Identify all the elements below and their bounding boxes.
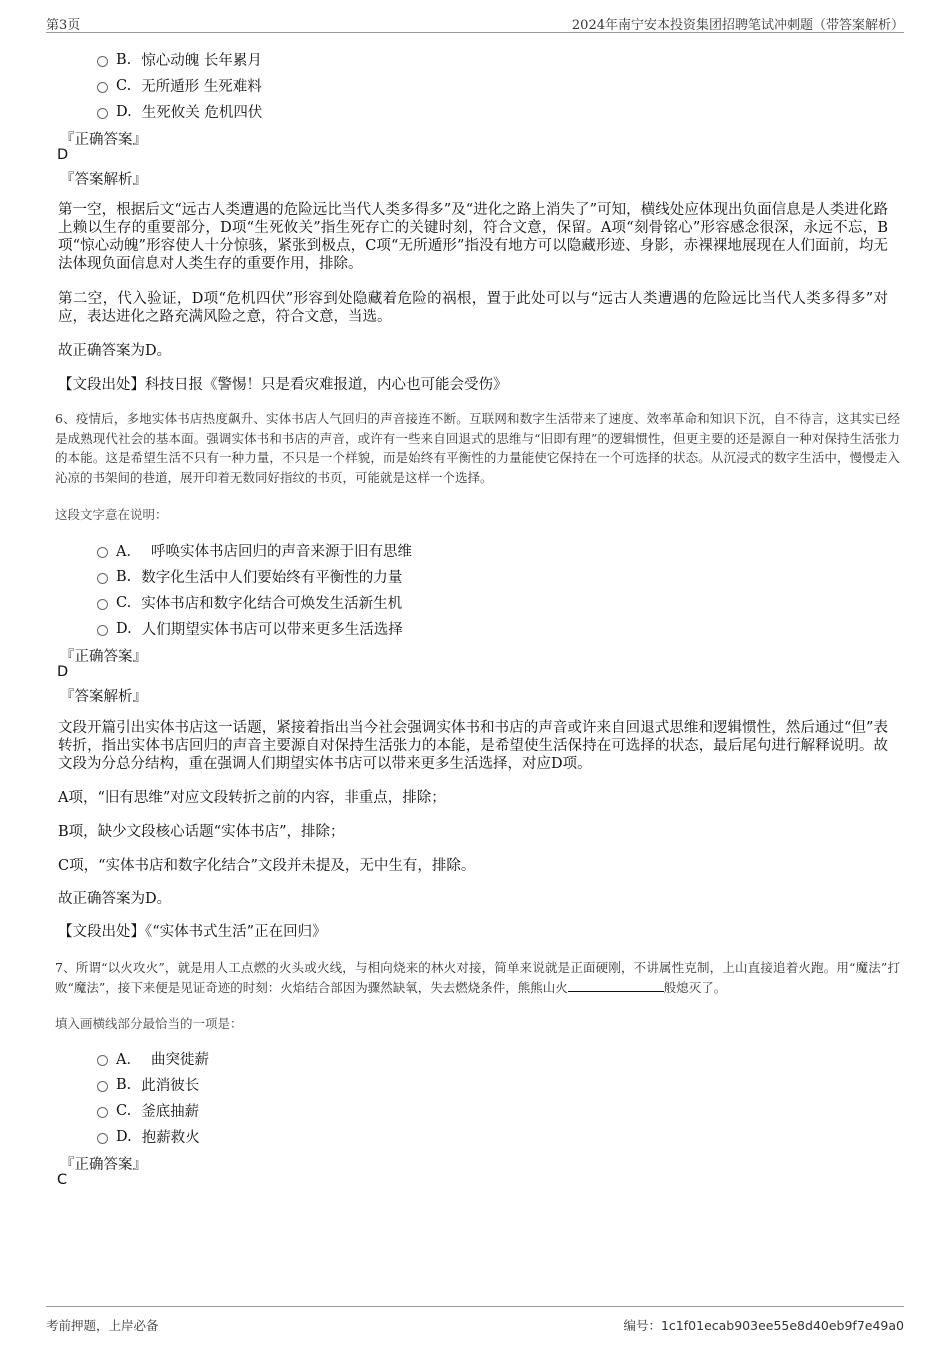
option-letter: B. [116, 568, 132, 585]
q5-answer: D [57, 147, 69, 163]
radio-icon[interactable] [97, 56, 108, 67]
option-text: 釜底抽薪 [141, 1104, 200, 1120]
document-title: 2024年南宁安本投资集团招聘笔试冲刺题（带答案解析） [571, 18, 904, 33]
q5-answer-label: 『正确答案』 [60, 132, 147, 148]
option-text: 呼唤实体书店回归的声音来源于旧有思维 [150, 544, 412, 560]
option-letter: C. [116, 1102, 132, 1119]
option-text: 曲突徙薪 [150, 1052, 209, 1068]
answer-blank [568, 979, 664, 992]
option-letter: A． [116, 1052, 141, 1068]
radio-icon[interactable] [97, 625, 108, 636]
q6-conclusion: 故正确答案为D。 [58, 891, 172, 907]
q5-conclusion: 故正确答案为D。 [58, 343, 172, 359]
radio-icon[interactable] [97, 573, 108, 584]
radio-icon[interactable] [97, 1055, 108, 1066]
option-letter: C. [116, 594, 132, 611]
q6-option-a[interactable] [97, 540, 412, 561]
q7-question-text: 7、所谓“以火攻火”，就是用人工点燃的火头或火线，与相向烧来的林火对接，简单来说就是正面硬刚，不讲属性克制，上山直接追着火跑。用“魔法”打败“魔法”，接下来便是见证奇迹的时刻：火焰结合部因为骤然缺氧，失去燃烧条件，熊熊山火 [55, 960, 900, 995]
q5-analysis-paragraph: 第一空，根据后文“远古人类遭遇的危险远比当代人类多得多”及“进化之路上消失了”可知，横线处应体现出负面信息是人类进化路上赖以生存的重要部分，D项“生死攸关”指生死存亡的关键时刻，符合文意，保留。A项“刻骨铭心”形容感念很深，永远不忘，B项“惊心动魄”形容使人十分惊骇，紧张到极点，C项“无所遁形”指没有地方可以隐藏形迹、身影，赤裸裸地展现在人们面前，均无法体现负面信息对人类生存的重要作用，排除。 [58, 202, 888, 272]
q6-analysis-label: 『答案解析』 [60, 689, 147, 705]
option-text: 人们期望实体书店可以带来更多生活选择 [141, 622, 403, 638]
option-letter: C. [116, 77, 132, 94]
q5-option-c[interactable] [97, 75, 262, 96]
q6-answer: D [57, 664, 69, 680]
document-code-label: 编号： [623, 1318, 661, 1333]
radio-icon[interactable] [97, 547, 108, 558]
option-letter: D. [116, 1128, 132, 1145]
page-header [46, 14, 904, 33]
option-letter: B. [116, 1076, 132, 1093]
q6-option-d[interactable] [97, 618, 403, 639]
q7-answer: C [57, 1172, 68, 1188]
page-number: 第3页 [46, 18, 81, 33]
q5-source: 【文段出处】科技日报《警惕！只是看灾难报道，内心也可能会受伤》 [58, 377, 508, 393]
option-text: 此消彼长 [141, 1078, 200, 1094]
q7-prompt: 填入画横线部分最恰当的一项是： [55, 1016, 243, 1031]
q6-answer-label: 『正确答案』 [60, 649, 147, 665]
option-text: 惊心动魄 长年累月 [141, 53, 262, 69]
q7-option-d[interactable] [97, 1126, 200, 1147]
q6-question: 6、疫情后，多地实体书店热度飙升、实体书店人气回归的声音接连不断。互联网和数字生活带来了速度、效率革命和知识下沉，自不待言，这其实已经是成熟现代社会的基本面。强调实体书和书店的声音，或许有一些来自回退式的思维与“旧即有理”的逻辑惯性，但更主要的还是源自一种对保持生活张力的本能。这是希望生活不只有一种力量，不只是一个样貌，而是始终有平衡性的力量能使它保持在一个可选择的状态。从沉浸式的数字生活中，慢慢走入沁凉的书架间的巷道，展开印着无数同好指纹的书页，可能就是这样一个选择。 [55, 411, 900, 485]
radio-icon[interactable] [97, 108, 108, 119]
radio-icon[interactable] [97, 1133, 108, 1144]
q6-analysis-paragraph: 文段开篇引出实体书店这一话题，紧接着指出当今社会强调实体书和书店的声音或许来自回退式思维和逻辑惯性，然后通过“但”表转折，指出实体书店回归的声音主要源自对保持生活张力的本能，是希望使生活保持在可选择的状态，最后尾句进行解释说明。故文段为分总分结构，重在强调人们期望实体书店可以带来更多生活选择，对应D项。 [58, 720, 888, 772]
q7-question-text-end: 般熄灭了。 [663, 979, 727, 995]
radio-icon[interactable] [97, 599, 108, 610]
q5-option-b[interactable] [97, 49, 262, 70]
q7-option-b[interactable] [97, 1074, 199, 1095]
q6-source: 【文段出处】《“实体书式生活”正在回归》 [58, 924, 327, 940]
option-letter: D. [116, 620, 132, 637]
radio-icon[interactable] [97, 1081, 108, 1092]
option-text: 无所遁形 生死难料 [141, 79, 262, 95]
option-letter: D. [116, 103, 132, 120]
q6-analysis-paragraph: C项，“实体书店和数字化结合”文段并未提及，无中生有，排除。 [58, 858, 476, 874]
q6-analysis-paragraph: B项，缺少文段核心话题“实体书店”，排除； [58, 824, 345, 840]
q7-answer-label: 『正确答案』 [60, 1157, 147, 1173]
document-code [623, 1316, 904, 1334]
option-text: 数字化生活中人们要始终有平衡性的力量 [141, 570, 403, 586]
q5-analysis-label: 『答案解析』 [60, 172, 147, 188]
q5-option-d[interactable] [97, 101, 262, 122]
q6-option-c[interactable] [97, 592, 402, 613]
q6-analysis-paragraph: A项，“旧有思维”对应文段转折之前的内容，非重点，排除； [58, 790, 446, 806]
option-text: 抱薪救火 [141, 1130, 200, 1146]
q7-question [55, 958, 900, 997]
radio-icon[interactable] [97, 82, 108, 93]
radio-icon[interactable] [97, 1107, 108, 1118]
option-letter: B. [116, 51, 132, 68]
page-footer [46, 1306, 904, 1337]
q6-prompt: 这段文字意在说明： [55, 507, 168, 522]
option-text: 生死攸关 危机四伏 [141, 105, 263, 121]
document-code-value: 1c1f01ecab903ee55e8d40eb9f7e49a0 [660, 1318, 904, 1333]
q7-option-a[interactable] [97, 1048, 209, 1069]
option-text: 实体书店和数字化结合可焕发生活新生机 [141, 596, 403, 612]
q6-option-b[interactable] [97, 566, 402, 587]
q5-analysis-paragraph: 第二空，代入验证，D项“危机四伏”形容到处隐藏着危险的祸根，置于此处可以与“远古人类遭遇的危险远比当代人类多得多”对应，表达进化之路充满风险之意，符合文意，当选。 [58, 291, 888, 325]
footer-slogan: 考前押题，上岸必备 [46, 1318, 159, 1333]
option-letter: A． [116, 544, 141, 560]
q7-option-c[interactable] [97, 1100, 199, 1121]
